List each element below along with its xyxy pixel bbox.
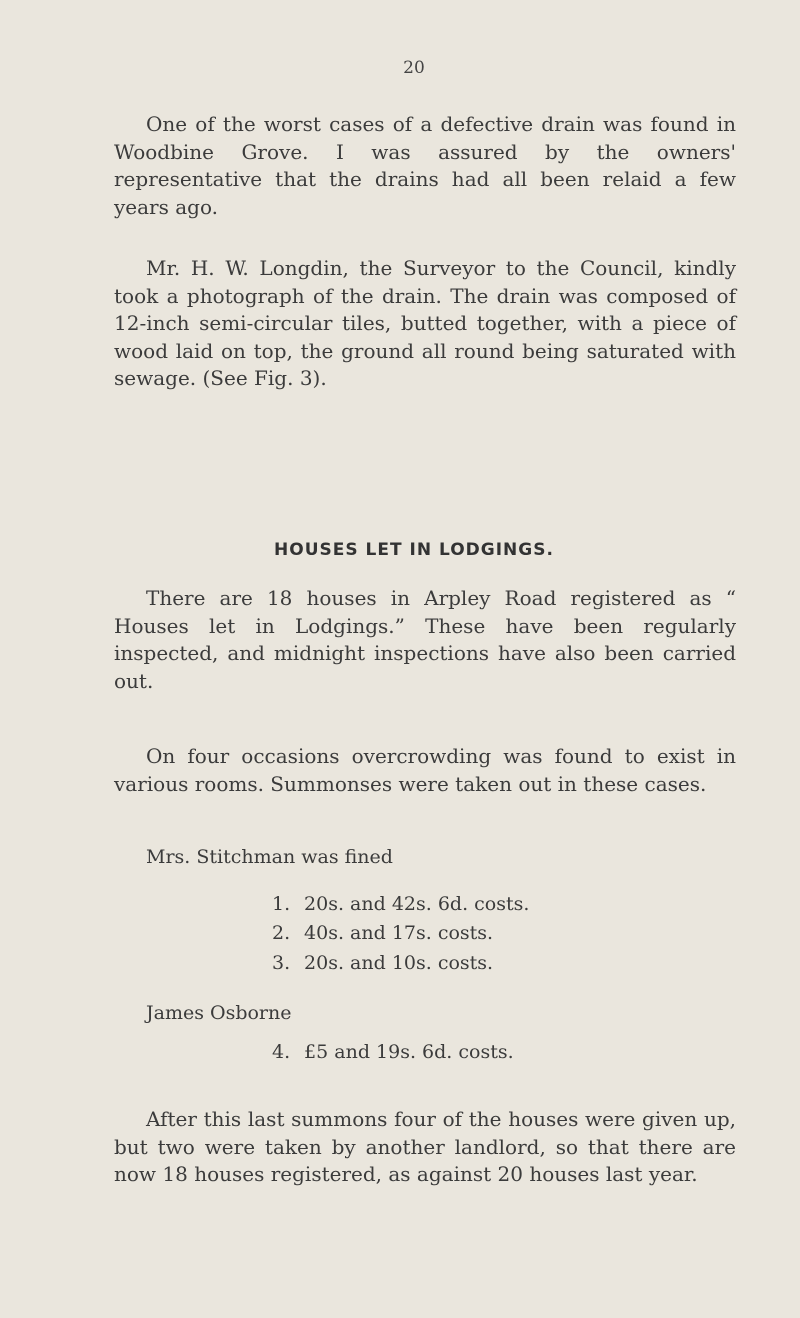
paragraph-text: There are 18 houses in Arpley Road registered as “ Houses let in Lodgings.” These have been regularly inspected, and midnight inspections have also been carried out.	[114, 586, 736, 693]
paragraph-text: One of the worst cases of a defective drain was found in Woodbine Grove. I was assured by the owners' representative that the drains had all been relaid a few years ago.	[114, 112, 736, 219]
fine-item-text: 20s. and 42s. 6d. costs.	[304, 893, 530, 915]
fine-item-number: 2.	[272, 922, 291, 944]
paragraph-last-summons	[114, 1106, 736, 1189]
fine-item-text: 40s. and 17s. costs.	[304, 922, 494, 944]
fine-item	[272, 922, 493, 944]
fine-item	[272, 893, 529, 915]
paragraph-overcrowding	[114, 743, 736, 798]
fine-item-text: 20s. and 10s. costs.	[304, 952, 494, 974]
page-number: 20	[403, 58, 425, 78]
paragraph-text: On four occasions overcrowding was found to exist in various rooms. Summonses were taken out in these cases.	[114, 744, 736, 796]
fine-item	[272, 1041, 514, 1063]
paragraph-text: Mr. H. W. Longdin, the Surveyor to the Council, kindly took a photograph of the drain. The drain was composed of 12-inch semi-circular tiles, butted together, with a piece of wood laid on top, the ground all round being saturated with sewage. (See Fig. 3).	[114, 256, 736, 390]
paragraph-photograph	[114, 255, 736, 393]
fine-item	[272, 952, 493, 974]
paragraph-arpley-road	[114, 585, 736, 695]
fine-item-number: 3.	[272, 952, 291, 974]
fine-item-text: £5 and 19s. 6d. costs.	[304, 1041, 514, 1063]
fine-intro-stitchman: Mrs. Stitchman was fined	[146, 846, 393, 868]
paragraph-defective-drain	[114, 111, 736, 221]
fine-intro-osborne: James Osborne	[146, 1002, 292, 1024]
section-heading: HOUSES LET IN LODGINGS.	[274, 540, 554, 560]
fine-item-number: 4.	[272, 1041, 291, 1063]
fine-item-number: 1.	[272, 893, 291, 915]
paragraph-text: After this last summons four of the houses were given up, but two were taken by another landlord, so that there are now 18 houses registered, as against 20 houses last year.	[114, 1107, 736, 1186]
